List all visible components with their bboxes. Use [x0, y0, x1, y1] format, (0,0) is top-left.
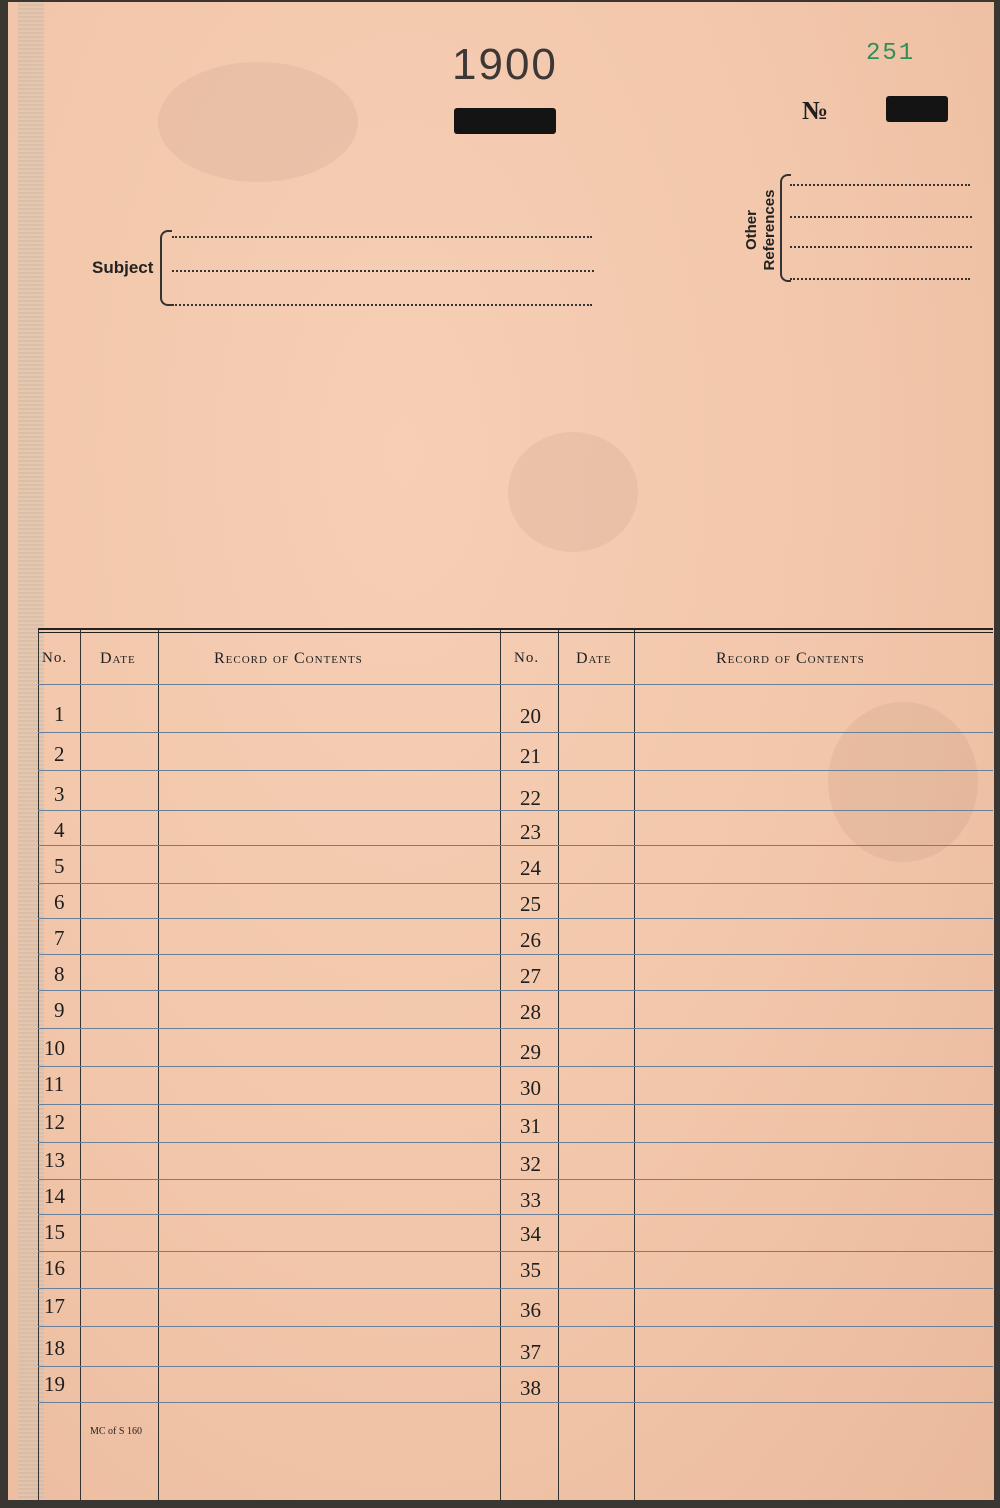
row-number-left: 2	[54, 742, 65, 766]
row-number-right: 31	[520, 1114, 541, 1138]
row-number-left: 5	[54, 854, 65, 878]
row-number-right: 24	[520, 856, 541, 880]
row-number-right: 37	[520, 1340, 541, 1364]
other-references-line1: Other	[743, 210, 760, 251]
row-number-right: 32	[520, 1152, 541, 1176]
reference-line[interactable]	[790, 278, 970, 280]
other-references-line2: References	[761, 189, 778, 271]
header-no-left: No.	[42, 650, 68, 666]
reference-line[interactable]	[790, 184, 970, 186]
table-row-line	[38, 918, 993, 919]
file-cover-sheet	[8, 2, 994, 1500]
table-row-line	[38, 810, 993, 811]
column-divider	[80, 630, 81, 1500]
row-number-right: 30	[520, 1076, 541, 1100]
subject-label: Subject	[92, 258, 154, 277]
number-label: №	[802, 96, 829, 125]
row-number-left: 6	[54, 890, 65, 914]
year-heading: 1900	[452, 40, 558, 89]
row-number-left: 10	[44, 1036, 65, 1060]
reference-line[interactable]	[790, 246, 972, 248]
row-number-right: 21	[520, 744, 541, 768]
column-divider	[38, 630, 39, 1500]
table-row-line	[38, 1066, 993, 1067]
table-row-line	[38, 1366, 993, 1367]
row-number-left: 16	[44, 1256, 65, 1280]
row-number-left: 17	[44, 1294, 65, 1318]
row-number-left: 14	[44, 1184, 65, 1208]
row-number-right: 33	[520, 1188, 541, 1212]
table-row-line	[38, 1028, 993, 1029]
table-row-line	[38, 770, 993, 771]
row-number-left: 19	[44, 1372, 65, 1396]
redacted-year	[454, 108, 556, 134]
row-number-left: 9	[54, 998, 65, 1022]
table-row-line	[38, 1251, 993, 1252]
row-number-right: 27	[520, 964, 541, 988]
form-code: MC of S 160	[90, 1426, 142, 1437]
column-divider	[500, 630, 501, 1500]
table-top-rule-inner	[38, 632, 993, 633]
header-date-right: Date	[576, 650, 612, 667]
row-number-left: 8	[54, 962, 65, 986]
row-number-right: 23	[520, 820, 541, 844]
row-number-left: 1	[54, 702, 65, 726]
table-row-line	[38, 1402, 993, 1403]
other-references-label	[743, 175, 779, 285]
row-number-left: 15	[44, 1220, 65, 1244]
row-number-left: 7	[54, 926, 65, 950]
row-number-right: 35	[520, 1258, 541, 1282]
subject-line[interactable]	[172, 236, 592, 238]
table-row-line	[38, 990, 993, 991]
table-row-line	[38, 684, 993, 685]
table-row-line	[38, 1288, 993, 1289]
table-row-line	[38, 1104, 993, 1105]
table-row-line	[38, 732, 993, 733]
table-row-line	[38, 954, 993, 955]
table-row-line	[38, 1326, 993, 1327]
subject-line[interactable]	[172, 270, 594, 272]
header-no-right: No.	[514, 650, 540, 666]
row-number-left: 3	[54, 782, 65, 806]
header-date-left: Date	[100, 650, 136, 667]
row-number-right: 28	[520, 1000, 541, 1024]
row-number-left: 13	[44, 1148, 65, 1172]
table-top-rule	[38, 628, 993, 630]
paper-stain	[158, 62, 358, 182]
table-row-line	[38, 883, 993, 884]
header-record-left: Record of Contents	[214, 650, 363, 667]
table-row-line	[38, 845, 993, 846]
binding-spine	[18, 2, 44, 1500]
row-number-right: 25	[520, 892, 541, 916]
row-number-left: 4	[54, 818, 65, 842]
subject-brace	[160, 230, 172, 306]
row-number-right: 38	[520, 1376, 541, 1400]
column-divider	[558, 630, 559, 1500]
redacted-number	[886, 96, 948, 122]
column-divider	[634, 630, 635, 1500]
column-divider	[158, 630, 159, 1500]
row-number-right: 22	[520, 786, 541, 810]
row-number-right: 29	[520, 1040, 541, 1064]
paper-stain	[508, 432, 638, 552]
table-row-line	[38, 1179, 993, 1180]
paper-stain	[828, 702, 978, 862]
row-number-right: 20	[520, 704, 541, 728]
file-number-stamp: 251	[866, 40, 916, 67]
row-number-right: 34	[520, 1222, 541, 1246]
subject-line[interactable]	[172, 304, 592, 306]
row-number-right: 26	[520, 928, 541, 952]
row-number-left: 11	[44, 1072, 65, 1096]
references-brace	[780, 174, 791, 282]
row-number-left: 12	[44, 1110, 65, 1134]
row-number-right: 36	[520, 1298, 541, 1322]
reference-line[interactable]	[790, 216, 972, 218]
table-row-line	[38, 1142, 993, 1143]
header-record-right: Record of Contents	[716, 650, 865, 667]
table-row-line	[38, 1214, 993, 1215]
row-number-left: 18	[44, 1336, 65, 1360]
